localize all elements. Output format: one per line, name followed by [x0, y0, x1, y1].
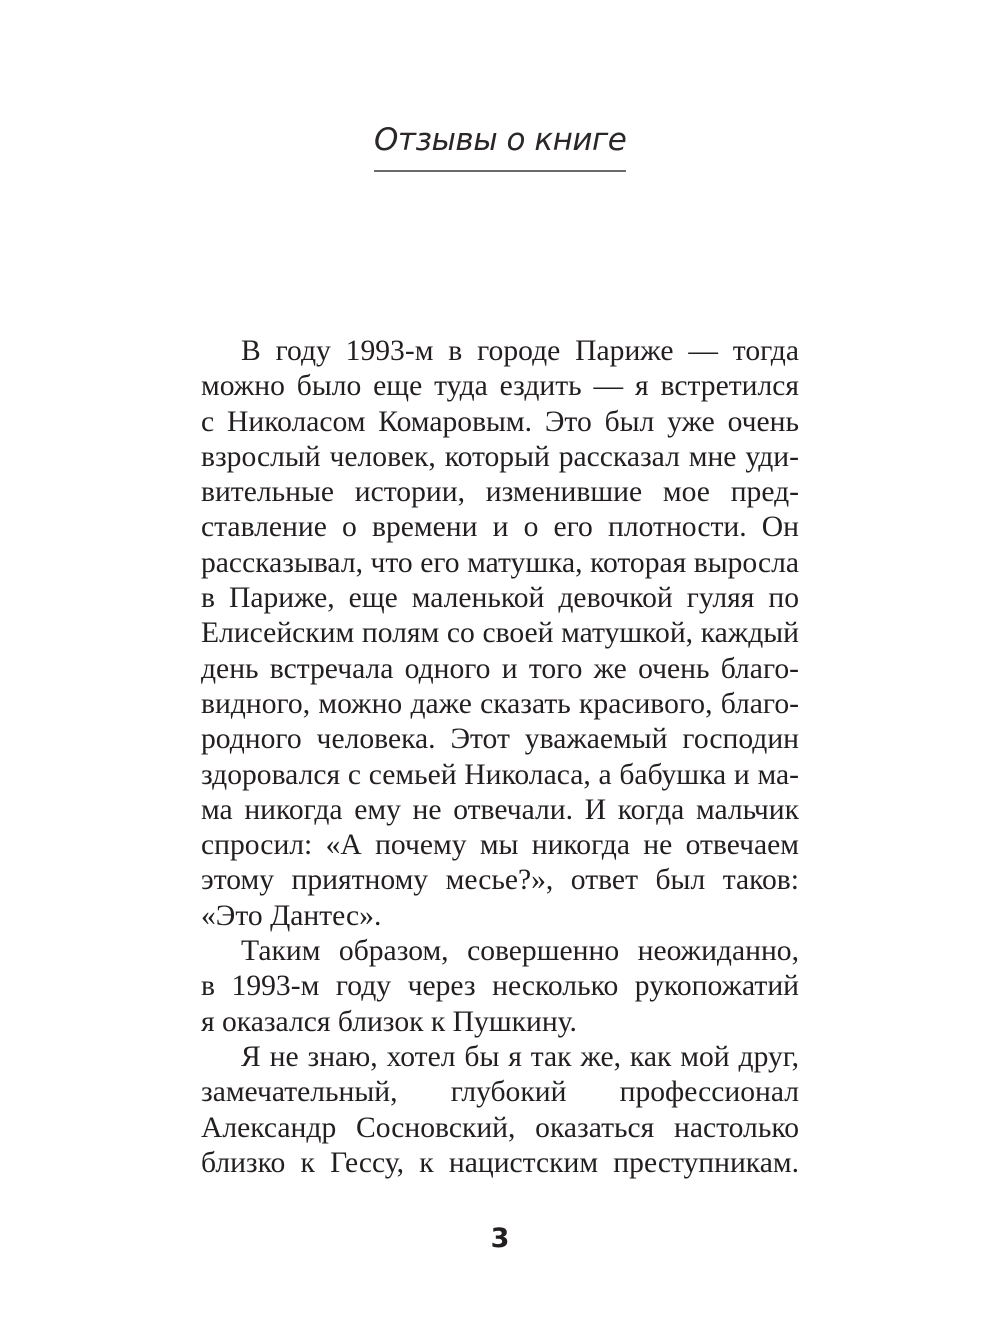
text-line: день встречала одного и того же очень благо-	[201, 652, 799, 685]
paragraph-1	[201, 334, 799, 934]
text-line: взрослый человек, который рассказал мне уди-	[201, 440, 799, 473]
text-line: ставление о времени и о его плотности. Он	[201, 511, 799, 544]
text-line: Елисейским полям со своей матушкой, каждый	[201, 617, 799, 650]
text-line: Таким образом, совершенно неожиданно,	[241, 935, 799, 968]
text-line: В году 1993-м в городе Париже — тогда	[241, 335, 799, 367]
text-line: ма никогда ему не отвечали. И когда мальчик	[201, 793, 799, 826]
text-line: в Париже, еще маленькой девочкой гуляя по	[201, 582, 799, 615]
text-line: Я не знаю, хотел бы я так же, как мой друг,	[241, 1040, 799, 1073]
text-line: вительные истории, изменившие мое пред-	[201, 476, 799, 509]
running-head: Отзывы о книге	[374, 122, 627, 158]
body-text	[201, 334, 799, 1181]
text-line: Александр Сосновский, оказаться настолько	[201, 1111, 799, 1144]
text-line: спросил: «А почему мы никогда не отвечаем	[201, 829, 799, 862]
text-line: можно было еще туда ездить — я встретился	[201, 370, 799, 403]
text-line: видного, можно даже сказать красивого, благо-	[201, 687, 799, 720]
text-line: здоровался с семьей Николаса, а бабушка и ма-	[201, 758, 799, 791]
page-number: 3	[490, 1223, 510, 1254]
text-line: близко к Гессу, к нацистским преступникам.	[201, 1146, 799, 1179]
text-line: рассказывал, что его матушка, которая выросла	[201, 546, 799, 579]
text-line: «Это Дантес».	[201, 899, 382, 932]
text-line: с Николасом Комаровым. Это был уже очень	[201, 405, 799, 438]
paragraph-2	[201, 934, 799, 1040]
text-line: я оказался близок к Пушкину.	[201, 1005, 577, 1038]
text-line: замечательный, глубокий профессионал	[201, 1076, 799, 1109]
text-line: родного человека. Этот уважаемый господин	[201, 723, 799, 756]
text-line: этому приятному месье?», ответ был таков:	[201, 864, 799, 897]
text-line: в 1993-м году через несколько рукопожатий	[201, 970, 799, 1003]
running-head-rule	[374, 170, 626, 172]
paragraph-3	[201, 1040, 799, 1181]
